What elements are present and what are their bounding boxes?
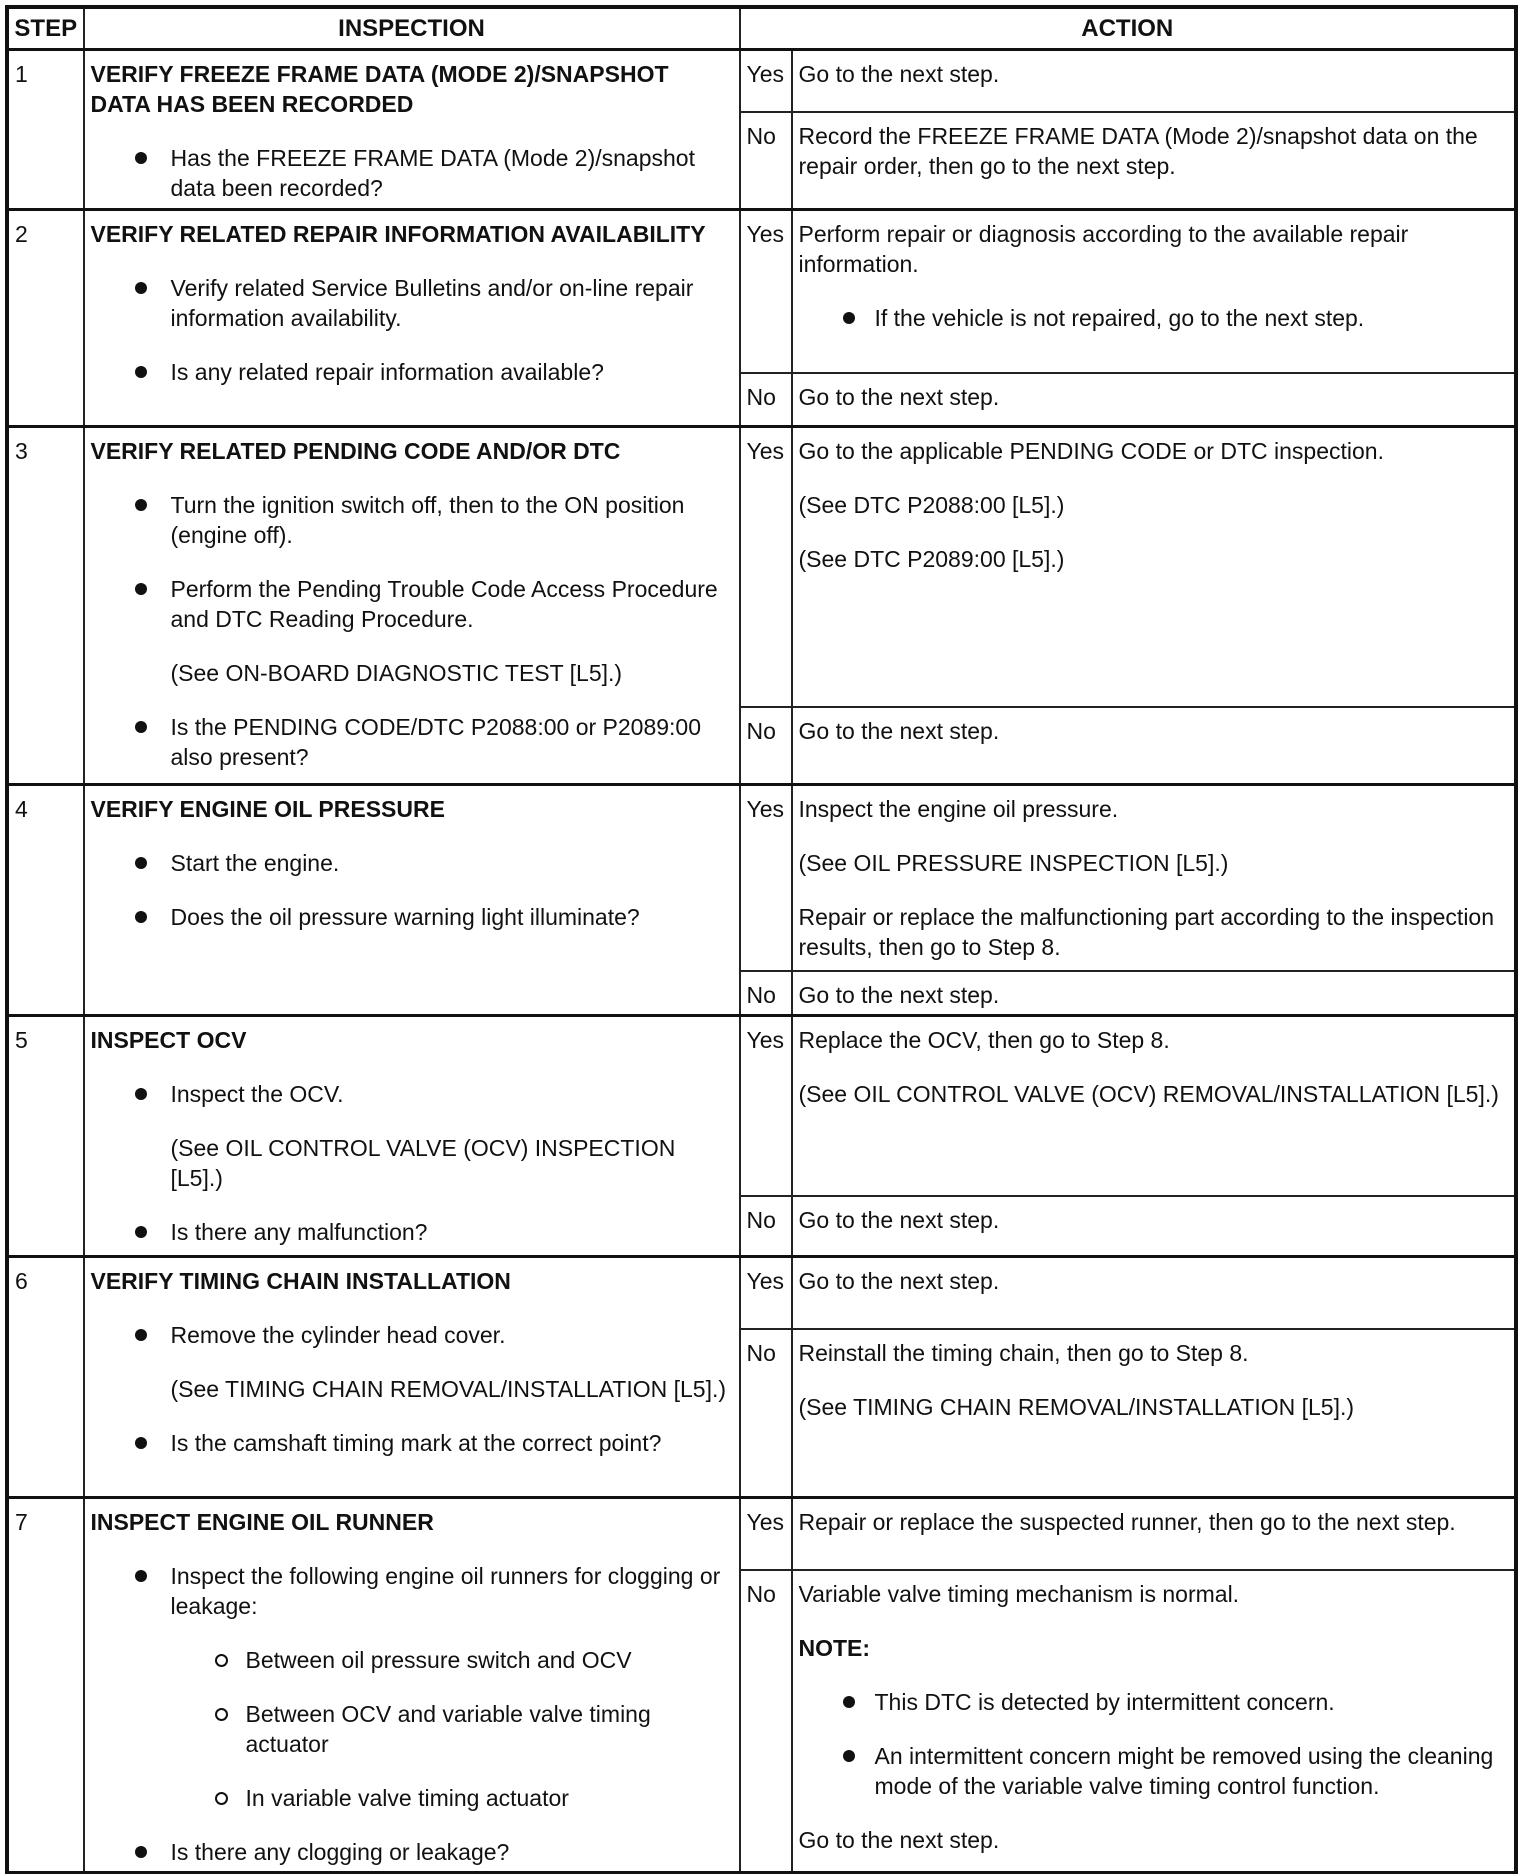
step-5-group [8,1016,1516,1257]
inspection-bullet: Does the oil pressure warning light illuminate? [91,902,733,932]
sub-bullet: In variable valve timing actuator [171,1783,733,1813]
inspection-title: INSPECT ENGINE OIL RUNNER [90,1509,434,1535]
inspection-bullet: Is the camshaft timing mark at the correct point? [91,1428,733,1458]
no-label: No [740,707,792,784]
reference-link[interactable]: (See OIL PRESSURE INSPECTION [L5].) [798,849,1229,876]
bullet-text: Remove the cylinder head cover. [170,1322,506,1349]
inspection-bullet: Is there any clogging or leakage? [91,1837,733,1867]
reference-link[interactable]: (See DTC P2089:00 [L5].) [798,545,1065,572]
no-label: No [740,373,792,426]
action-no: Record the FREEZE FRAME DATA (Mode 2)/snapshot data on the repair order, then go to the next step. [792,112,1516,209]
inspection-bullet [91,1079,733,1193]
action-text: Perform repair or diagnosis according to the available repair information. [798,220,1409,277]
step-number: 6 [8,1257,84,1498]
step-2-group [8,209,1516,426]
yes-label: Yes [740,784,792,970]
reference-link[interactable]: (See TIMING CHAIN REMOVAL/INSTALLATION [L5].) [798,1394,1355,1421]
action-text: Reinstall the timing chain, then go to Step 8. [798,1340,1249,1367]
action-no [792,1329,1516,1497]
reference-link[interactable]: (See ON-BOARD DIAGNOSTIC TEST [L5].) [170,659,623,686]
diagnostic-procedure-sheet [6,6,1514,1866]
step-number: 3 [8,426,84,784]
inspection-cell [84,1016,740,1257]
action-no [792,1570,1516,1873]
step-4-group [8,784,1516,1015]
inspection-cell [84,426,740,784]
no-label: No [740,1329,792,1497]
sub-bullet: Between oil pressure switch and OCV [171,1645,733,1675]
table-header-row [8,8,1516,50]
inspection-title: VERIFY TIMING CHAIN INSTALLATION [90,1268,511,1295]
action-yes: Repair or replace the suspected runner, then go to the next step. [792,1498,1516,1570]
header-inspection: INSPECTION [84,8,740,50]
bullet-text: Inspect the OCV. [170,1081,344,1108]
inspection-bullet: Is the PENDING CODE/DTC P2088:00 or P2089:00 also present? [91,712,733,772]
inspection-title: VERIFY RELATED REPAIR INFORMATION AVAILABILITY [90,220,706,247]
inspection-bullet [91,574,733,688]
step-number: 7 [8,1498,84,1873]
step-3-group [8,426,1516,784]
no-label: No [740,1196,792,1257]
inspection-bullet: Verify related Service Bulletins and/or on-line repair information availability. [91,273,733,333]
action-yes: Go to the next step. [792,1257,1516,1330]
inspection-bullet [91,1561,733,1813]
reference-link[interactable]: (See TIMING CHAIN REMOVAL/INSTALLATION [L5].) [170,1376,727,1403]
action-no: Go to the next step. [792,1196,1516,1257]
action-text: Go to the next step. [798,1826,1000,1853]
yes-label: Yes [740,50,792,113]
step-number: 1 [8,50,84,210]
yes-label: Yes [740,426,792,707]
note-bullet: An intermittent concern might be removed using the cleaning mode of the variable valve timing control function. [799,1741,1509,1801]
reference-link[interactable]: (See OIL CONTROL VALVE (OCV) REMOVAL/INSTALLATION [L5].) [798,1081,1499,1108]
reference-link[interactable]: (See OIL CONTROL VALVE (OCV) INSPECTION [L5].) [170,1135,676,1192]
action-no: Go to the next step. [792,971,1516,1016]
yes-label: Yes [740,1498,792,1570]
action-text: Variable valve timing mechanism is normal. [798,1580,1240,1607]
diagnostic-table [6,6,1517,1874]
inspection-cell [84,50,740,210]
inspection-bullet: Turn the ignition switch off, then to the ON position (engine off). [91,490,733,550]
table-row [8,1498,1516,1570]
action-text: Replace the OCV, then go to Step 8. [798,1027,1170,1054]
bullet-text: Inspect the following engine oil runners for clogging or leakage: [170,1563,721,1619]
action-text: Go to the applicable PENDING CODE or DTC inspection. [798,437,1384,464]
step-6-group [8,1257,1516,1498]
yes-label: Yes [740,209,792,373]
action-no: Go to the next step. [792,707,1516,784]
action-yes [792,784,1516,970]
reference-link[interactable]: (See DTC P2088:00 [L5].) [798,491,1065,518]
action-yes: Go to the next step. [792,50,1516,113]
action-text: Repair or replace the malfunctioning part according to the inspection results, then go to Step 8. [798,903,1495,960]
step-number: 2 [8,209,84,426]
header-action: ACTION [740,8,1516,50]
inspection-cell [84,784,740,1015]
inspection-bullet: Has the FREEZE FRAME DATA (Mode 2)/snapshot data been recorded? [91,143,733,203]
step-number: 5 [8,1016,84,1257]
note-label: NOTE: [798,1634,871,1661]
action-bullet: If the vehicle is not repaired, go to the next step. [799,303,1509,333]
action-yes [792,426,1516,707]
inspection-title: VERIFY ENGINE OIL PRESSURE [90,795,445,822]
no-label: No [740,1570,792,1873]
note-bullet: This DTC is detected by intermittent concern. [799,1687,1509,1717]
step-number: 4 [8,784,84,1015]
yes-label: Yes [740,1257,792,1330]
inspection-bullet: Start the engine. [91,848,733,878]
inspection-title: VERIFY FREEZE FRAME DATA (MODE 2)/SNAPSHOT DATA HAS BEEN RECORDED [90,61,669,117]
action-text: Inspect the engine oil pressure. [798,795,1119,822]
bullet-text: Perform the Pending Trouble Code Access Procedure and DTC Reading Procedure. [170,575,718,632]
inspection-cell [84,1498,740,1873]
yes-label: Yes [740,1016,792,1196]
table-row [8,1016,1516,1196]
inspection-cell [84,209,740,426]
inspection-title: INSPECT OCV [90,1027,247,1054]
step-1-group [8,50,1516,210]
action-no: Go to the next step. [792,373,1516,426]
table-row [8,784,1516,970]
table-row [8,426,1516,707]
no-label: No [740,971,792,1016]
no-label: No [740,112,792,209]
inspection-bullet: Is any related repair information available? [91,357,733,387]
table-row [8,209,1516,373]
table-row [8,50,1516,113]
sub-bullet: Between OCV and variable valve timing actuator [171,1699,733,1759]
inspection-bullet [91,1320,733,1404]
inspection-bullet: Is there any malfunction? [91,1217,733,1247]
table-row [8,1257,1516,1330]
inspection-cell [84,1257,740,1498]
inspection-title: VERIFY RELATED PENDING CODE AND/OR DTC [90,437,621,464]
action-yes [792,209,1516,373]
step-7-group [8,1498,1516,1873]
action-yes [792,1016,1516,1196]
header-step: STEP [8,8,84,50]
